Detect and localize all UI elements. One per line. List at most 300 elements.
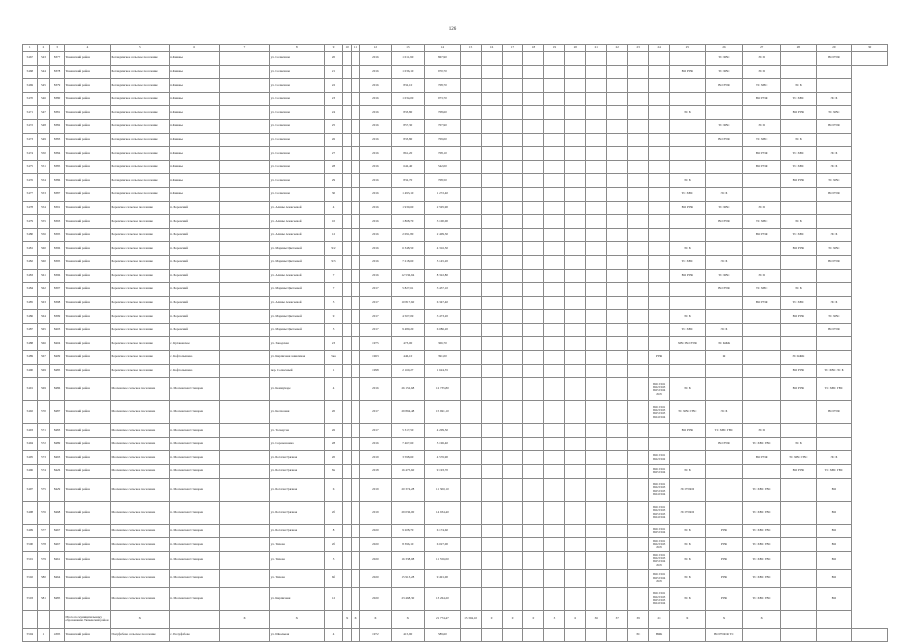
column-header: 11 (351, 45, 359, 52)
table-cell: 27 (324, 147, 343, 161)
table-cell: 1 034,00 (391, 92, 425, 106)
table-cell: ул. Алины Алексеевой (270, 296, 324, 310)
table-cell (607, 569, 628, 587)
table-cell: 5502 (23, 569, 38, 587)
table-cell (481, 269, 502, 283)
table-cell: ул. Тихова (270, 551, 324, 569)
table-cell: 5499 (23, 524, 38, 538)
table-cell: Х (219, 610, 269, 628)
table-cell (544, 92, 565, 106)
table-cell (219, 160, 269, 174)
table-cell (481, 551, 502, 569)
table-cell: 8387 (50, 187, 65, 201)
table-cell (628, 310, 649, 324)
table-cell (607, 283, 628, 297)
table-cell (502, 296, 523, 310)
table-cell: Московское сельское поселение (110, 538, 169, 552)
table-cell (649, 215, 670, 229)
table-cell (460, 569, 481, 587)
table-cell (781, 201, 817, 215)
table-cell (705, 174, 743, 188)
table-cell (586, 228, 607, 242)
table-cell: 565 (37, 323, 50, 337)
table-cell (219, 524, 269, 538)
table-cell (219, 337, 269, 351)
table-cell: ул. Солнечная (270, 92, 324, 106)
table-row (23, 215, 888, 229)
table-cell: 5467 (23, 52, 38, 66)
table-cell: Богандинское сельское поселение (110, 187, 169, 201)
table-cell (607, 465, 628, 479)
table-cell (219, 174, 269, 188)
table-cell: ЭС Б (670, 465, 706, 479)
table-cell: п.Княжье (169, 147, 219, 161)
table-cell (343, 242, 351, 256)
table-cell: 8467 (50, 538, 65, 552)
table-cell: 8485 (50, 587, 65, 610)
table-cell: 5468 (23, 65, 38, 79)
table-cell (523, 283, 544, 297)
table-cell: 16 475,60 (391, 465, 425, 479)
table-cell (628, 424, 649, 438)
table-cell: 546 (37, 92, 50, 106)
table-cell (481, 133, 502, 147)
column-header: 19 (544, 45, 565, 52)
table-cell: 10 (324, 215, 343, 229)
table-cell (544, 538, 565, 552)
table-cell (351, 587, 359, 610)
table-cell: ЭС Б (816, 92, 852, 106)
table-cell: п. Московская Стенарен (169, 569, 219, 587)
table-cell: 26 (324, 424, 343, 438)
table-cell: 8382 (50, 119, 65, 133)
table-cell: 8464 (50, 569, 65, 587)
table-cell: ЭС Б (705, 323, 743, 337)
table-cell (343, 147, 351, 161)
table-cell (544, 133, 565, 147)
table-cell: РУФ (705, 551, 743, 569)
table-cell: ТС ХВС ГВС (705, 424, 743, 438)
table-cell (460, 296, 481, 310)
table-cell: 8384 (50, 147, 65, 161)
table-cell (343, 538, 351, 552)
table-cell: Тюменский район (64, 501, 110, 524)
table-cell: 8395 (50, 255, 65, 269)
table-cell: ул. Заводская (270, 337, 324, 351)
table-cell (219, 119, 269, 133)
table-cell: РУФ (705, 587, 743, 610)
table-cell: 547 (37, 106, 50, 120)
table-cell (544, 551, 565, 569)
table-cell (607, 501, 628, 524)
table-cell (781, 501, 817, 524)
table-cell: РУФ (649, 351, 670, 365)
table-cell: 8403 (50, 323, 65, 337)
table-cell: ТС ХВС (781, 92, 817, 106)
table-cell: 2017 (360, 401, 391, 424)
table-cell (705, 228, 743, 242)
table-body (23, 45, 888, 642)
table-cell: 8398 (50, 296, 65, 310)
table-cell: 5470 (23, 92, 38, 106)
table-row (23, 119, 888, 133)
table-cell: ЭС Б (781, 437, 817, 451)
table-cell (481, 79, 502, 93)
table-cell: Тюменский район (64, 242, 110, 256)
table-cell: 8393 (50, 215, 65, 229)
table-cell (343, 437, 351, 451)
table-cell (586, 424, 607, 438)
table-cell (607, 119, 628, 133)
table-row (23, 228, 888, 242)
table-cell (816, 437, 852, 451)
table-cell: ВО РУФ (743, 228, 781, 242)
table-cell: ЭС Б (816, 160, 852, 174)
table-cell (351, 524, 359, 538)
table-cell (565, 269, 586, 283)
table-cell: ВО РУФ (743, 296, 781, 310)
table-cell: п.Княжье (169, 187, 219, 201)
table-cell: ТС ХВС ЭС Б (816, 364, 852, 378)
table-cell: ул. Солнечная (270, 187, 324, 201)
table-cell (351, 174, 359, 188)
table-cell: 8381 (50, 106, 65, 120)
table-cell (502, 133, 523, 147)
table-cell (544, 201, 565, 215)
table-cell: Тюменский район (64, 52, 110, 66)
column-header: 3 (50, 45, 65, 52)
table-cell: Тюменский район (64, 65, 110, 79)
table-cell (50, 610, 65, 628)
table-cell (502, 52, 523, 66)
table-cell: 578 (37, 538, 50, 552)
table-cell (628, 106, 649, 120)
table-cell: ВЯК (649, 628, 670, 642)
table-cell (351, 337, 359, 351)
table-row (23, 569, 888, 587)
table-cell (607, 201, 628, 215)
column-header: 20 (565, 45, 586, 52)
table-cell (628, 228, 649, 242)
table-cell: ВО РУФ (670, 424, 706, 438)
table-cell: Х (270, 610, 324, 628)
table-cell (351, 79, 359, 93)
table-cell (481, 378, 502, 401)
table-cell (586, 451, 607, 465)
table-cell: 2017 (360, 296, 391, 310)
table-cell: Ф (705, 351, 743, 365)
table-cell (481, 538, 502, 552)
table-cell (565, 242, 586, 256)
table-cell: ул. Алины Алексеевой (270, 228, 324, 242)
table-cell (649, 364, 670, 378)
table-cell: ВО РУФ (705, 79, 743, 93)
table-cell (544, 424, 565, 438)
table-cell: 5485 (23, 296, 38, 310)
table-cell: ТС ХВС ГВС (743, 569, 781, 587)
table-cell: 2020 (360, 551, 391, 569)
table-cell: Богандинское сельское поселение (110, 65, 169, 79)
table-cell (343, 569, 351, 587)
table-cell: 15 691,10 (425, 401, 461, 424)
table-cell (628, 451, 649, 465)
table-cell: Тюменский район (64, 351, 110, 365)
table-cell: 2016 (360, 174, 391, 188)
table-cell (628, 465, 649, 479)
table-cell (502, 255, 523, 269)
table-cell (628, 160, 649, 174)
column-header: 30 (852, 45, 888, 52)
table-row (23, 451, 888, 465)
column-header: 13 (391, 45, 425, 52)
table-cell (628, 569, 649, 587)
table-cell: п.Княжье (169, 79, 219, 93)
table-cell (219, 52, 269, 66)
table-cell: ПО1 ПО1 ПО2 ПО3 ПО5 ПО5 ПО4 ПО4 (649, 478, 670, 501)
table-cell (460, 65, 481, 79)
table-cell (343, 501, 351, 524)
table-cell (649, 79, 670, 93)
table-cell (628, 65, 649, 79)
table-cell: 560 (37, 255, 50, 269)
table-cell (586, 65, 607, 79)
table-cell: ВО РУФ (705, 133, 743, 147)
table-cell: Богандинское сельское поселение (110, 106, 169, 120)
table-cell: ул. Кирпичная (270, 587, 324, 610)
table-cell (523, 478, 544, 501)
table-cell (219, 283, 269, 297)
table-cell: п. Московская Стенарен (169, 524, 219, 538)
table-cell: 26 152,68 (391, 378, 425, 401)
table-cell: 554 (37, 201, 50, 215)
table-cell: 2 409,30 (425, 228, 461, 242)
table-cell (460, 52, 481, 66)
table-cell (544, 465, 565, 479)
table-cell: 542,00 (425, 160, 461, 174)
table-cell: ВО РУФ (816, 255, 852, 269)
table-cell (460, 501, 481, 524)
table-cell (544, 569, 565, 587)
table-cell: 8468 (50, 501, 65, 524)
table-cell (586, 119, 607, 133)
table-cell: 5484 (23, 283, 38, 297)
table-cell: 0 (523, 610, 544, 628)
table-cell: 29 036,00 (391, 501, 425, 524)
table-cell: ул. Богатая Грязная (270, 465, 324, 479)
total-label: Итого по муниципальному образованию Тюменский район (64, 610, 110, 628)
table-cell: п. Боровский (169, 269, 219, 283)
table-cell: п. Московская Стенарен (169, 437, 219, 451)
table-cell (502, 378, 523, 401)
table-cell (523, 337, 544, 351)
table-cell: 8 396,10 (391, 538, 425, 552)
table-cell: 1 (324, 364, 343, 378)
table-cell: Московское сельское поселение (110, 451, 169, 465)
table-cell: ВО (816, 524, 852, 538)
table-cell: п. Московская Стенарен (169, 378, 219, 401)
table-cell: ВО РУФ (781, 242, 817, 256)
table-cell: ТС ХВС ГВС (743, 551, 781, 569)
table-cell (607, 587, 628, 610)
table-cell (351, 378, 359, 401)
table-cell: 4 (324, 201, 343, 215)
table-cell (565, 437, 586, 451)
table-cell (460, 283, 481, 297)
table-cell: 5488 (23, 337, 38, 351)
table-cell: ТС ХВС (705, 52, 743, 66)
table-cell: Тюменский район (64, 478, 110, 501)
column-header: 23 (628, 45, 649, 52)
table-cell (343, 323, 351, 337)
table-cell: Тюменский район (64, 437, 110, 451)
table-cell: 2019 (360, 478, 391, 501)
table-cell (351, 92, 359, 106)
table-cell (816, 79, 852, 93)
table-cell: 8485 (50, 364, 65, 378)
table-cell: Тюменский район (64, 364, 110, 378)
table-cell (628, 119, 649, 133)
table-cell: 2016 (360, 201, 391, 215)
table-cell: п. Московская Стенарен (169, 401, 219, 424)
table-cell (460, 401, 481, 424)
table-cell (481, 364, 502, 378)
table-cell: 5 827,61 (391, 283, 425, 297)
table-cell: ЭС Б (670, 378, 706, 401)
table-cell (586, 437, 607, 451)
table-cell (523, 538, 544, 552)
table-cell: ТС ХВС (781, 228, 817, 242)
table-cell (502, 424, 523, 438)
table-cell (219, 401, 269, 424)
table-cell (670, 283, 706, 297)
table-cell (781, 255, 817, 269)
table-cell: ЭС Б (816, 451, 852, 465)
table-cell (460, 255, 481, 269)
table-cell: 12 735,80 (425, 378, 461, 401)
table-cell: 5494 (23, 437, 38, 451)
table-cell (219, 187, 269, 201)
table-cell: ТС ХВС (670, 323, 706, 337)
column-header: 29 (816, 45, 852, 52)
table-cell (649, 255, 670, 269)
table-cell: 7 (324, 269, 343, 283)
table-cell (502, 337, 523, 351)
table-cell: 306,70 (425, 337, 461, 351)
table-cell: ПО1 ПО1 ПО5 ПО4 (649, 524, 670, 538)
table-cell (586, 174, 607, 188)
table-row (23, 378, 888, 401)
table-cell (705, 501, 743, 524)
table-cell: 5480 (23, 228, 38, 242)
table-cell (523, 147, 544, 161)
table-cell: Московское сельское поселение (110, 524, 169, 538)
table-cell: 5 (324, 551, 343, 569)
table-cell: 2б (324, 538, 343, 552)
table-cell (343, 364, 351, 378)
table-cell (351, 242, 359, 256)
table-cell: 2017 (360, 323, 391, 337)
register-table (22, 44, 888, 642)
table-cell (351, 133, 359, 147)
table-cell (502, 401, 523, 424)
table-cell (523, 364, 544, 378)
table-cell: Боровское сельское поселение (110, 228, 169, 242)
table-cell: ул. Солнечная (270, 65, 324, 79)
table-cell (460, 269, 481, 283)
table-cell (460, 337, 481, 351)
table-cell (544, 283, 565, 297)
table-cell (649, 119, 670, 133)
table-cell: Московское сельское поселение (110, 551, 169, 569)
table-cell: ВО РУФ (781, 378, 817, 401)
table-cell (219, 551, 269, 569)
table-cell: 4 (324, 628, 343, 642)
table-cell (586, 401, 607, 424)
table-cell: 15 913,28 (391, 569, 425, 587)
table-cell: Х (343, 610, 351, 628)
table-cell (607, 478, 628, 501)
header-row (23, 45, 888, 52)
table-cell (351, 65, 359, 79)
table-cell: 2019 (360, 501, 391, 524)
table-cell (607, 538, 628, 552)
table-cell: ТС ХВС ГВС (743, 524, 781, 538)
table-row (23, 364, 888, 378)
table-cell (351, 310, 359, 324)
table-cell: 9/2 (324, 242, 343, 256)
table-cell: 9 480,20 (391, 323, 425, 337)
table-cell (343, 551, 351, 569)
table-cell (523, 501, 544, 524)
table-cell: ЭС Б (781, 215, 817, 229)
table-cell (586, 106, 607, 120)
table-cell (544, 147, 565, 161)
table-cell: п.Княжье (169, 174, 219, 188)
table-cell: Московское сельское поселение (110, 401, 169, 424)
table-cell (670, 147, 706, 161)
table-cell: Тюменский район (64, 538, 110, 552)
table-cell: Московское сельское поселение (110, 465, 169, 479)
table-cell: 8486 (50, 378, 65, 401)
table-cell (565, 524, 586, 538)
table-cell (351, 351, 359, 365)
table-cell: 9 491,00 (425, 569, 461, 587)
table-cell (743, 323, 781, 337)
table-cell: ТС ХВС ГВС (743, 501, 781, 524)
table-cell: 5501 (23, 551, 38, 569)
table-cell: 5472 (23, 119, 38, 133)
table-cell: 4 576,90 (425, 451, 461, 465)
table-row (23, 501, 888, 524)
table-cell (781, 424, 817, 438)
table-cell (565, 538, 586, 552)
table-cell (343, 92, 351, 106)
table-cell: РУФ (705, 524, 743, 538)
table-cell: Богандинское сельское поселение (110, 174, 169, 188)
table-cell: 20 374,28 (391, 478, 425, 501)
table-cell: ТС ХВС (705, 201, 743, 215)
table-cell: 2016 (360, 133, 391, 147)
table-cell (607, 424, 628, 438)
table-cell (586, 323, 607, 337)
column-header: 2 (37, 45, 50, 52)
table-cell (523, 119, 544, 133)
table-cell: ТС ХВС (743, 215, 781, 229)
table-cell (523, 524, 544, 538)
table-cell: 564 (37, 310, 50, 324)
table-cell: ул. Солнечная (270, 147, 324, 161)
table-cell (460, 551, 481, 569)
